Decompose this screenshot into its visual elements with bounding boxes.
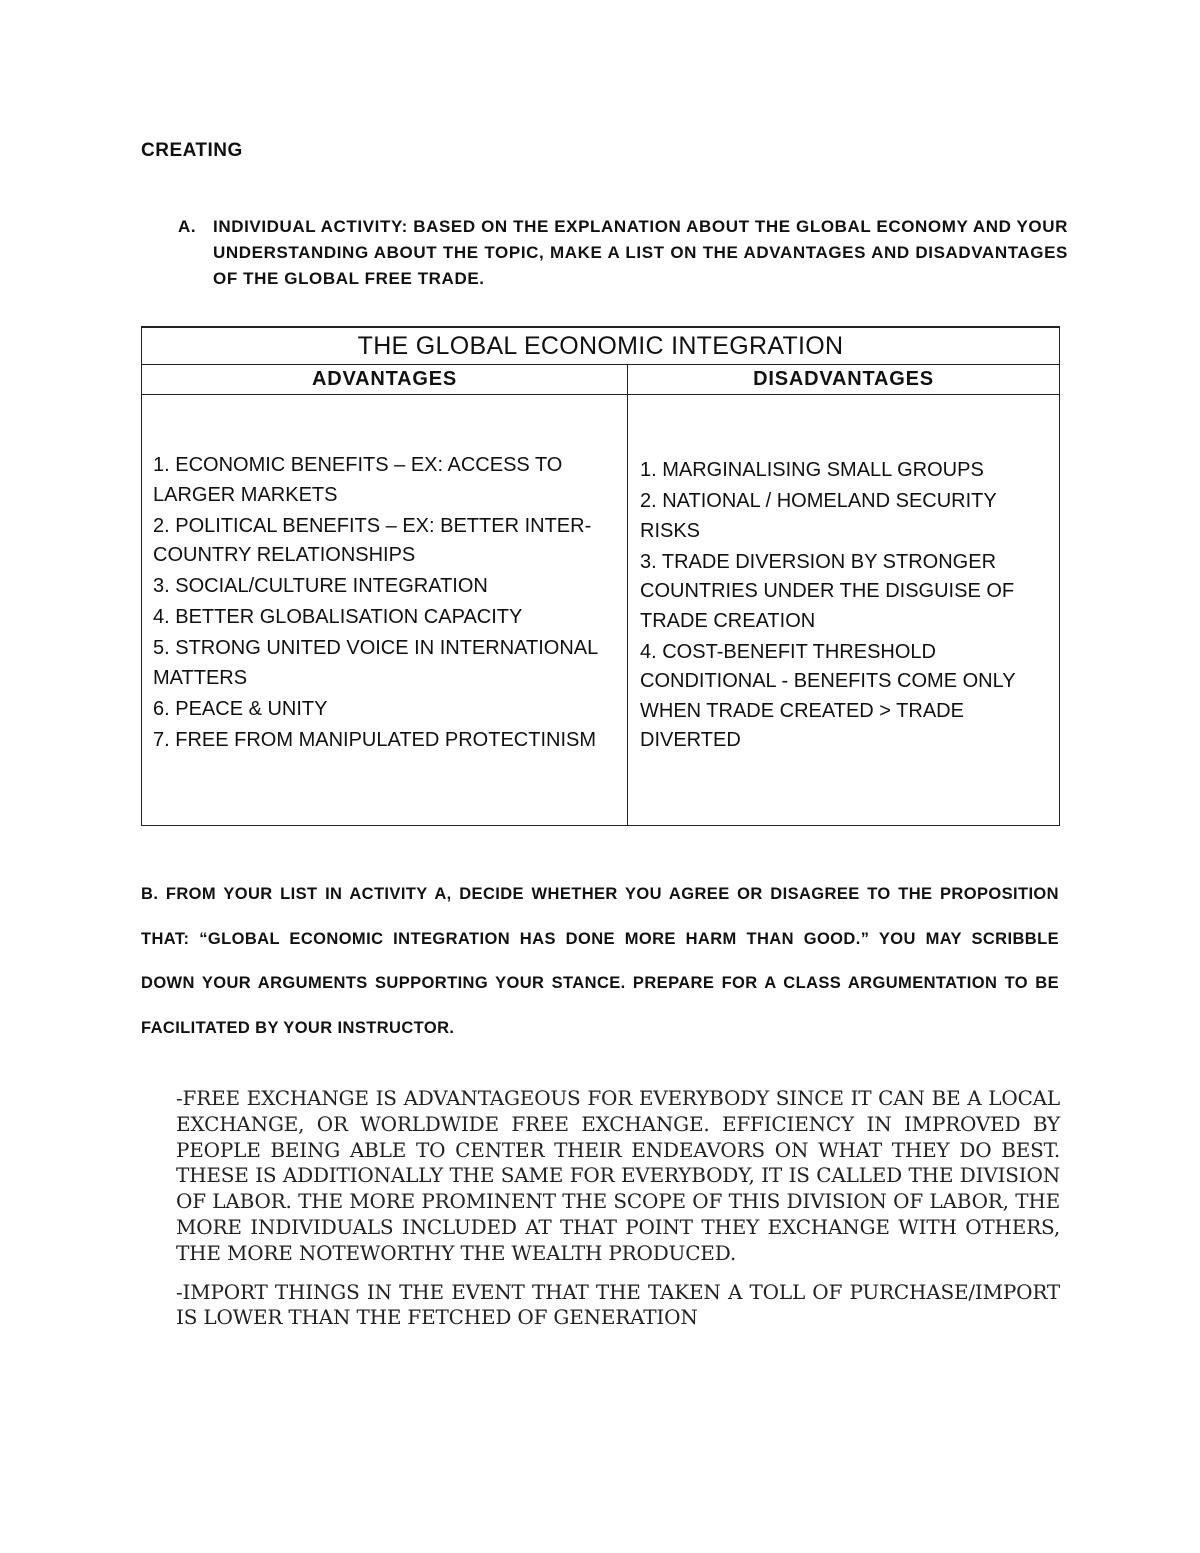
- disadvantages-cell: [628, 395, 1060, 826]
- disadvantage-item: 4. COST-BENEFIT THRESHOLD CONDITIONAL - BENEFITS COME ONLY WHEN TRADE CREATED > TRADE DIVERTED: [640, 640, 1016, 751]
- answer-paragraph: -FREE EXCHANGE IS ADVANTAGEOUS FOR EVERYBODY SINCE IT CAN BE A LOCAL EXCHANGE, OR WORLDWIDE FREE EXCHANGE. EFFICIENCY IN IMPROVED BY PEOPLE BEING ABLE TO CENTER THEIR ENDEAVORS ON WHAT THEY DO BEST. THESE IS ADDITIONALLY THE SAME FOR EVERYBODY, IT IS CALLED THE DIVISION OF LABOR. THE MORE PROMINENT THE SCOPE OF THIS DIVISION OF LABOR, THE MORE INDIVIDUALS INCLUDED AT THAT POINT THEY EXCHANGE WITH OTHERS, THE MORE NOTEWORTHY THE WEALTH PRODUCED.: [176, 1086, 1060, 1265]
- activity-a-instruction: [178, 214, 1068, 292]
- advantage-item: 2. POLITICAL BENEFITS – EX: BETTER INTER-COUNTRY RELATIONSHIPS: [153, 514, 592, 566]
- answer-paragraph: -IMPORT THINGS IN THE EVENT THAT THE TAKEN A TOLL OF PURCHASE/IMPORT IS LOWER THAN THE FETCHED OF GENERATION: [176, 1279, 1060, 1330]
- disadvantages-header: DISADVANTAGES: [628, 365, 1060, 395]
- disadvantage-item: 3. TRADE DIVERSION BY STRONGER COUNTRIES UNDER THE DISGUISE OF TRADE CREATION: [640, 550, 1015, 632]
- student-answer: [176, 1086, 1060, 1344]
- integration-table: [141, 326, 1060, 826]
- advantages-list: [153, 451, 627, 755]
- disadvantage-item: 2. NATIONAL / HOMELAND SECURITY RISKS: [640, 490, 997, 542]
- advantage-item: 1. ECONOMIC BENEFITS – EX: ACCESS TO LARGER MARKETS: [153, 454, 563, 506]
- advantage-item: 3. SOCIAL/CULTURE INTEGRATION: [153, 575, 488, 597]
- activity-b-instruction: B. FROM YOUR LIST IN ACTIVITY A, DECIDE WHETHER YOU AGREE OR DISAGREE TO THE PROPOSITION THAT: “GLOBAL ECONOMIC INTEGRATION HAS DONE MORE HARM THAN GOOD.” YOU MAY SCRIBBLE DOWN YOUR ARGUMENTS SUPPORTING YOUR STANCE. PREPARE FOR A CLASS ARGUMENTATION TO BE FACILITATED BY YOUR INSTRUCTOR.: [141, 885, 1059, 1037]
- activity-a-letter: A.: [178, 217, 197, 236]
- section-heading: CREATING: [141, 140, 243, 161]
- activity-a-text: INDIVIDUAL ACTIVITY: BASED ON THE EXPLANATION ABOUT THE GLOBAL ECONOMY AND YOUR UNDERSTANDING ABOUT THE TOPIC, MAKE A LIST ON THE ADVANTAGES AND DISADVANTAGES OF THE GLOBAL FREE TRADE.: [213, 217, 1068, 288]
- advantage-item: 4. BETTER GLOBALISATION CAPACITY: [153, 606, 523, 628]
- advantage-item: 6. PEACE & UNITY: [153, 697, 328, 720]
- advantage-item: 5. STRONG UNITED VOICE IN INTERNATIONAL MATTERS: [153, 637, 598, 689]
- disadvantages-list: [640, 456, 1059, 756]
- disadvantage-item: 1. MARGINALISING SMALL GROUPS: [640, 459, 984, 481]
- advantages-header: ADVANTAGES: [142, 365, 628, 395]
- advantages-cell: [142, 395, 628, 826]
- table-title: THE GLOBAL ECONOMIC INTEGRATION: [142, 327, 1060, 365]
- advantage-item: 7. FREE FROM MANIPULATED PROTECTINISM: [153, 728, 596, 751]
